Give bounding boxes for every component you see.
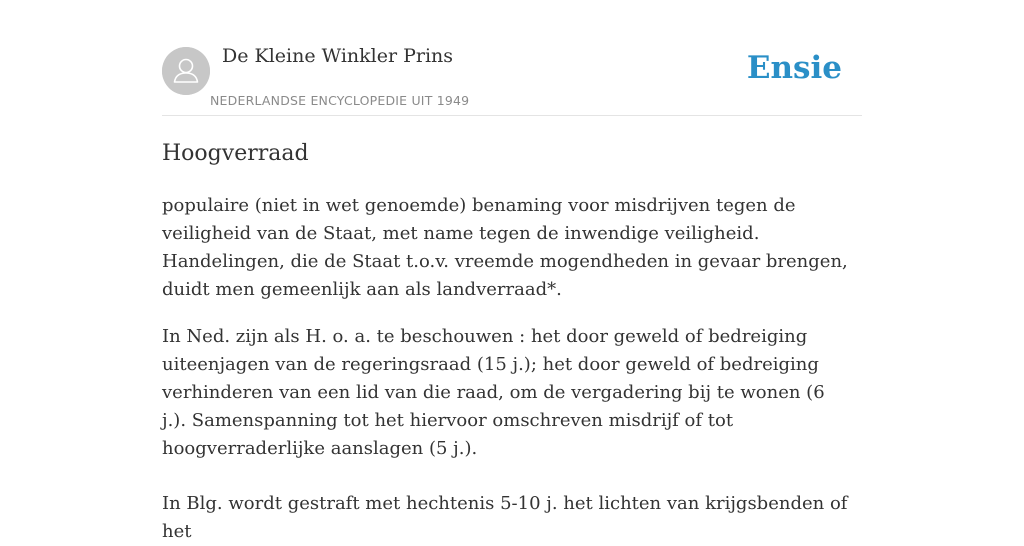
article-paragraph: In Blg. wordt gestraft met hechtenis 5-10 j. het lichten van krijgsbenden of het — [162, 493, 848, 542]
article-paragraph: populaire (niet in wet genoemde) benaming voor misdrijven tegen de veiligheid van de Staat, met name tegen de inwendige veiligheid. Handelingen, die de Staat t.o.v. vreemde mogendheden in gevaar brengen, duidt men gemeenlijk aan als landverraad*. — [162, 195, 848, 300]
ensie-logo[interactable]: Ensie — [746, 50, 842, 86]
source-subtitle: NEDERLANDSE ENCYCLOPEDIE UIT 1949 — [210, 93, 470, 108]
avatar[interactable] — [162, 47, 210, 95]
user-icon — [162, 47, 210, 95]
article-paragraph: In Ned. zijn als H. o. a. te beschouwen : het door geweld of bedreiging uiteenjagen van de regeringsraad (15 j.); het door geweld of bedreiging verhinderen van een lid van die raad, om de vergadering bij te wonen (6 j.). Samenspanning tot het hiervoor omschreven misdrijf of tot hoogverraderlijke aanslagen (5 j.). — [162, 326, 825, 459]
article — [162, 138, 862, 546]
header — [162, 0, 862, 116]
source-title[interactable]: De Kleine Winkler Prins — [222, 45, 454, 67]
article-title: Hoogverraad — [162, 141, 309, 166]
